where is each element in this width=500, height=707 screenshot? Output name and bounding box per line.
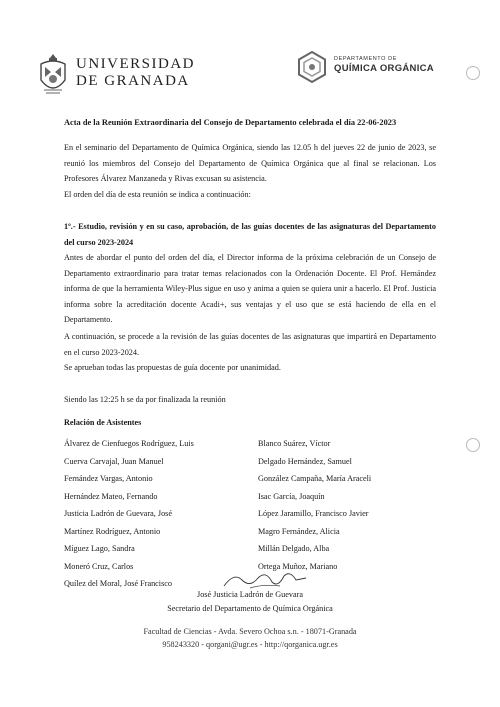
attendee: Delgado Hernández, Samuel (258, 456, 352, 466)
attendee: Álvarez de Cienfuegos Rodríguez, Luis (64, 439, 194, 448)
closing-statement: Siendo las 12:25 h se da por finalizada la reunión (64, 395, 226, 404)
university-name (76, 56, 195, 90)
department-name-small: DEPARTAMENTO DE (334, 56, 397, 62)
document-title: Acta de la Reunión Extraordinaria del Consejo de Departamento celebrada el día 22-06-2023 (64, 118, 397, 127)
attendees-right-column (258, 435, 371, 575)
signer-name: José Justicia Ladrón de Guevara (197, 590, 303, 599)
attendee: Quílez del Moral, José Francisco (64, 579, 173, 588)
attendee: Moneró Cruz, Carlos (64, 561, 134, 571)
attendee: Ortega Muñoz, Mariano (258, 561, 338, 571)
footer-address: Facultad de Ciencias - Avda. Severo Ochoa s.n. - 18071-Granada (143, 627, 357, 636)
footer-contact: 958243320 - qorgani@ugr.es - http://qorganica.ugr.es (162, 640, 338, 649)
attendee: Millán Delgado, Alba (258, 544, 330, 553)
order-intro: El orden del día de esta reunión se indica a continuación: (64, 190, 251, 199)
attendees-left-column (64, 435, 194, 593)
attendee: Míguez Lago, Sandra (64, 544, 135, 553)
attendees-heading: Relación de Asistentes (64, 418, 142, 427)
university-name-line1: UNIVERSIDAD (76, 56, 195, 72)
attendee: Fernández Vargas, Antonio (64, 474, 153, 483)
attendee: Hernández Mateo, Fernando (64, 491, 158, 501)
punch-hole-bottom (466, 438, 480, 452)
department-name (334, 56, 434, 74)
signer-role: Secretario del Departamento de Química Orgánica (167, 604, 333, 613)
attendee: González Campaña, María Araceli (258, 474, 372, 483)
university-name-line2: DE GRANADA (76, 73, 190, 89)
attendee: Cuerva Carvajal, Juan Manuel (64, 456, 164, 466)
punch-hole-top (466, 66, 480, 80)
attendee: López Jaramillo, Francisco Javier (258, 509, 369, 518)
section-1-heading: 1º.- Estudio, revisión y en su caso, aprobación, de las guías docentes de las asignaturas del Departamento del curso 2023-2024 (64, 222, 436, 247)
intro-paragraph: En el seminario del Departamento de Química Orgánica, siendo las 12.05 h del jueves 22 de junio de 2023, se reunió los miembros del Consejo del Departamento de Química Orgánica que al final se relacionan. Los Profesores Álvarez Manzaneda y Rivas excusan su asistencia. (64, 143, 436, 184)
section-1-paragraph-2: A continuación, se procede a la revisión de las guías docentes de las asignaturas que impartirá en Departamento en el curso 2023-2024. (64, 332, 436, 357)
department-name-big: QUÍMICA ORGÁNICA (334, 63, 434, 74)
attendee: Isac García, Joaquín (258, 491, 325, 501)
attendee: Martínez Rodríguez, Antonio (64, 526, 161, 536)
attendee: Blanco Suárez, Víctor (258, 439, 331, 448)
section-1-paragraph-3: Se aprueban todas las propuestas de guía docente por unanimidad. (64, 363, 281, 372)
handwritten-signature (220, 566, 310, 592)
section-1-paragraph-1: Antes de abordar el punto del orden del día, el Director informa de la próxima celebración de un Consejo de Departamento extraordinario para tratar temas relacionados con la Ordenación Docente. El Prof. Hernández informa de que la herramienta Wiley-Plus sigue en uso y anima a quien se quiera unir a hacerlo. El Prof. Justicia informa sobre la acreditación docente Acadi+, sus ventajas y el uso que se está haciendo de ella en el Departamento. (64, 253, 436, 325)
attendee: Justicia Ladrón de Guevara, José (64, 509, 172, 518)
department-hexagon-logo-icon (295, 50, 329, 84)
attendee: Magro Fernández, Alicia (258, 526, 340, 536)
university-crest-icon (36, 52, 70, 98)
